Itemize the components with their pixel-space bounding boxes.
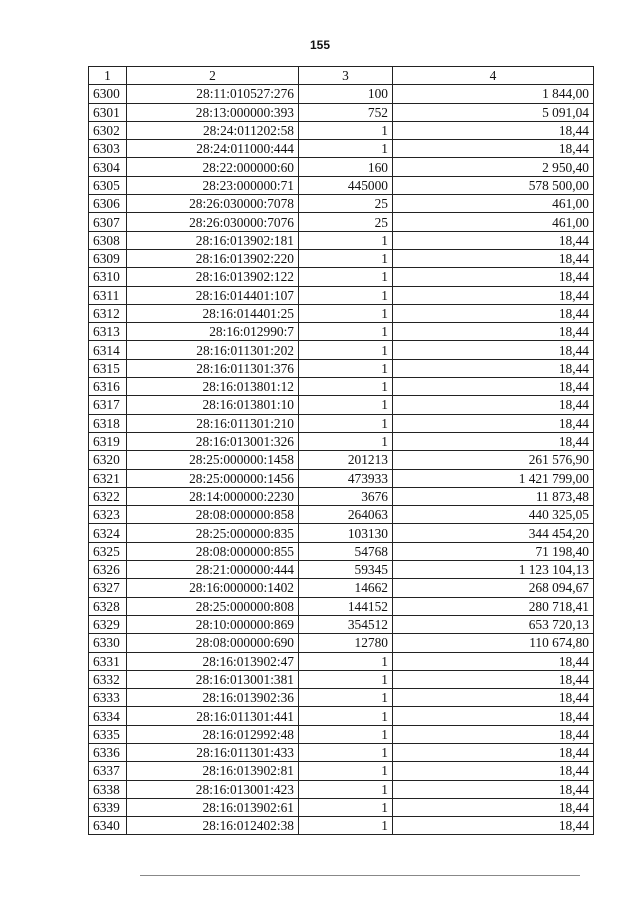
table-row [89, 670, 594, 688]
row-number-cell: 6331 [89, 652, 127, 670]
area-cell: 1 [299, 359, 393, 377]
amount-cell: 18,44 [393, 432, 594, 450]
amount-cell: 18,44 [393, 817, 594, 835]
row-number-cell: 6338 [89, 780, 127, 798]
amount-cell: 18,44 [393, 286, 594, 304]
cadastral-number-cell: 28:08:000000:690 [127, 634, 299, 652]
amount-cell: 110 674,80 [393, 634, 594, 652]
cadastral-number-cell: 28:16:013001:381 [127, 670, 299, 688]
cadastral-number-cell: 28:16:013801:10 [127, 396, 299, 414]
table-row [89, 414, 594, 432]
column-header-1: 1 [89, 67, 127, 85]
row-number-cell: 6337 [89, 762, 127, 780]
amount-cell: 18,44 [393, 323, 594, 341]
row-number-cell: 6323 [89, 506, 127, 524]
amount-cell: 2 950,40 [393, 158, 594, 176]
area-cell: 25 [299, 195, 393, 213]
amount-cell: 18,44 [393, 780, 594, 798]
area-cell: 354512 [299, 615, 393, 633]
table-row [89, 707, 594, 725]
amount-cell: 18,44 [393, 359, 594, 377]
amount-cell: 18,44 [393, 231, 594, 249]
area-cell: 1 [299, 798, 393, 816]
cadastral-number-cell: 28:25:000000:835 [127, 524, 299, 542]
row-number-cell: 6320 [89, 451, 127, 469]
area-cell: 1 [299, 652, 393, 670]
amount-cell: 18,44 [393, 304, 594, 322]
table-row [89, 304, 594, 322]
cadastral-number-cell: 28:16:014401:25 [127, 304, 299, 322]
amount-cell: 18,44 [393, 414, 594, 432]
amount-cell: 18,44 [393, 670, 594, 688]
area-cell: 1 [299, 780, 393, 798]
table-row [89, 231, 594, 249]
row-number-cell: 6322 [89, 487, 127, 505]
row-number-cell: 6314 [89, 341, 127, 359]
table-row [89, 396, 594, 414]
area-cell: 264063 [299, 506, 393, 524]
amount-cell: 461,00 [393, 195, 594, 213]
amount-cell: 268 094,67 [393, 579, 594, 597]
amount-cell: 18,44 [393, 249, 594, 267]
table-row [89, 85, 594, 103]
area-cell: 1 [299, 121, 393, 139]
cadastral-number-cell: 28:16:013001:326 [127, 432, 299, 450]
area-cell: 1 [299, 725, 393, 743]
amount-cell: 18,44 [393, 341, 594, 359]
area-cell: 1 [299, 268, 393, 286]
cadastral-number-cell: 28:11:010527:276 [127, 85, 299, 103]
cadastral-number-cell: 28:16:014401:107 [127, 286, 299, 304]
cadastral-number-cell: 28:16:013902:61 [127, 798, 299, 816]
cadastral-number-cell: 28:16:000000:1402 [127, 579, 299, 597]
table-row [89, 597, 594, 615]
amount-cell: 18,44 [393, 707, 594, 725]
amount-cell: 5 091,04 [393, 103, 594, 121]
area-cell: 752 [299, 103, 393, 121]
table-row [89, 176, 594, 194]
row-number-cell: 6334 [89, 707, 127, 725]
amount-cell: 261 576,90 [393, 451, 594, 469]
table-row [89, 743, 594, 761]
row-number-cell: 6303 [89, 140, 127, 158]
row-number-cell: 6326 [89, 561, 127, 579]
area-cell: 1 [299, 689, 393, 707]
data-table [88, 66, 594, 835]
cadastral-number-cell: 28:24:011202:58 [127, 121, 299, 139]
area-cell: 100 [299, 85, 393, 103]
area-cell: 1 [299, 323, 393, 341]
area-cell: 1 [299, 817, 393, 835]
bottom-rule [140, 875, 580, 876]
table-row [89, 140, 594, 158]
cadastral-number-cell: 28:16:011301:202 [127, 341, 299, 359]
area-cell: 54768 [299, 542, 393, 560]
table-row [89, 780, 594, 798]
table-row [89, 213, 594, 231]
area-cell: 201213 [299, 451, 393, 469]
area-cell: 1 [299, 670, 393, 688]
cadastral-number-cell: 28:25:000000:1458 [127, 451, 299, 469]
cadastral-number-cell: 28:16:013902:220 [127, 249, 299, 267]
row-number-cell: 6305 [89, 176, 127, 194]
table-row [89, 286, 594, 304]
row-number-cell: 6308 [89, 231, 127, 249]
cadastral-number-cell: 28:16:013902:47 [127, 652, 299, 670]
row-number-cell: 6307 [89, 213, 127, 231]
row-number-cell: 6302 [89, 121, 127, 139]
amount-cell: 1 421 799,00 [393, 469, 594, 487]
amount-cell: 653 720,13 [393, 615, 594, 633]
cadastral-number-cell: 28:23:000000:71 [127, 176, 299, 194]
area-cell: 473933 [299, 469, 393, 487]
area-cell: 1 [299, 249, 393, 267]
area-cell: 25 [299, 213, 393, 231]
area-cell: 1 [299, 396, 393, 414]
table-row [89, 487, 594, 505]
table-row [89, 579, 594, 597]
area-cell: 59345 [299, 561, 393, 579]
column-header-3: 3 [299, 67, 393, 85]
cadastral-number-cell: 28:16:013902:36 [127, 689, 299, 707]
row-number-cell: 6304 [89, 158, 127, 176]
cadastral-number-cell: 28:08:000000:858 [127, 506, 299, 524]
amount-cell: 18,44 [393, 268, 594, 286]
area-cell: 1 [299, 286, 393, 304]
area-cell: 14662 [299, 579, 393, 597]
area-cell: 1 [299, 231, 393, 249]
row-number-cell: 6313 [89, 323, 127, 341]
table-row [89, 506, 594, 524]
cadastral-number-cell: 28:16:011301:433 [127, 743, 299, 761]
table-row [89, 195, 594, 213]
table-row [89, 268, 594, 286]
amount-cell: 71 198,40 [393, 542, 594, 560]
row-number-cell: 6327 [89, 579, 127, 597]
amount-cell: 11 873,48 [393, 487, 594, 505]
row-number-cell: 6339 [89, 798, 127, 816]
table-row [89, 121, 594, 139]
amount-cell: 578 500,00 [393, 176, 594, 194]
page-number: 155 [309, 38, 331, 52]
amount-cell: 18,44 [393, 689, 594, 707]
area-cell: 1 [299, 707, 393, 725]
cadastral-number-cell: 28:25:000000:1456 [127, 469, 299, 487]
table-row [89, 249, 594, 267]
row-number-cell: 6329 [89, 615, 127, 633]
amount-cell: 1 844,00 [393, 85, 594, 103]
row-number-cell: 6335 [89, 725, 127, 743]
table-row [89, 524, 594, 542]
column-header-2: 2 [127, 67, 299, 85]
amount-cell: 18,44 [393, 121, 594, 139]
area-cell: 103130 [299, 524, 393, 542]
area-cell: 1 [299, 341, 393, 359]
cadastral-number-cell: 28:10:000000:869 [127, 615, 299, 633]
row-number-cell: 6330 [89, 634, 127, 652]
cadastral-number-cell: 28:16:012992:48 [127, 725, 299, 743]
cadastral-number-cell: 28:16:012402:38 [127, 817, 299, 835]
cadastral-number-cell: 28:16:011301:376 [127, 359, 299, 377]
amount-cell: 18,44 [393, 652, 594, 670]
area-cell: 1 [299, 414, 393, 432]
row-number-cell: 6301 [89, 103, 127, 121]
cadastral-number-cell: 28:25:000000:808 [127, 597, 299, 615]
table-row [89, 762, 594, 780]
cadastral-number-cell: 28:22:000000:60 [127, 158, 299, 176]
table-row [89, 689, 594, 707]
table-row [89, 542, 594, 560]
table-row [89, 359, 594, 377]
area-cell: 160 [299, 158, 393, 176]
row-number-cell: 6310 [89, 268, 127, 286]
amount-cell: 344 454,20 [393, 524, 594, 542]
cadastral-number-cell: 28:16:013001:423 [127, 780, 299, 798]
row-number-cell: 6336 [89, 743, 127, 761]
table-row [89, 341, 594, 359]
area-cell: 1 [299, 140, 393, 158]
area-cell: 1 [299, 762, 393, 780]
area-cell: 1 [299, 304, 393, 322]
area-cell: 1 [299, 378, 393, 396]
cadastral-number-cell: 28:14:000000:2230 [127, 487, 299, 505]
area-cell: 3676 [299, 487, 393, 505]
table-row [89, 798, 594, 816]
cadastral-number-cell: 28:16:013902:181 [127, 231, 299, 249]
row-number-cell: 6324 [89, 524, 127, 542]
table-row [89, 817, 594, 835]
row-number-cell: 6316 [89, 378, 127, 396]
cadastral-number-cell: 28:16:011301:441 [127, 707, 299, 725]
amount-cell: 1 123 104,13 [393, 561, 594, 579]
cadastral-number-cell: 28:21:000000:444 [127, 561, 299, 579]
row-number-cell: 6312 [89, 304, 127, 322]
amount-cell: 18,44 [393, 743, 594, 761]
row-number-cell: 6328 [89, 597, 127, 615]
area-cell: 445000 [299, 176, 393, 194]
cadastral-number-cell: 28:16:011301:210 [127, 414, 299, 432]
amount-cell: 18,44 [393, 140, 594, 158]
table-row [89, 432, 594, 450]
table-row [89, 634, 594, 652]
table-row [89, 652, 594, 670]
area-cell: 1 [299, 743, 393, 761]
amount-cell: 18,44 [393, 798, 594, 816]
row-number-cell: 6315 [89, 359, 127, 377]
row-number-cell: 6325 [89, 542, 127, 560]
table-row [89, 378, 594, 396]
cadastral-number-cell: 28:16:013902:81 [127, 762, 299, 780]
amount-cell: 440 325,05 [393, 506, 594, 524]
cadastral-number-cell: 28:13:000000:393 [127, 103, 299, 121]
cadastral-number-cell: 28:08:000000:855 [127, 542, 299, 560]
row-number-cell: 6321 [89, 469, 127, 487]
table-row [89, 615, 594, 633]
table-row [89, 451, 594, 469]
cadastral-number-cell: 28:24:011000:444 [127, 140, 299, 158]
cadastral-number-cell: 28:16:013902:122 [127, 268, 299, 286]
area-cell: 1 [299, 432, 393, 450]
cadastral-number-cell: 28:16:013801:12 [127, 378, 299, 396]
area-cell: 144152 [299, 597, 393, 615]
table-row [89, 561, 594, 579]
table-row [89, 323, 594, 341]
table-row [89, 103, 594, 121]
amount-cell: 461,00 [393, 213, 594, 231]
amount-cell: 18,44 [393, 378, 594, 396]
cadastral-number-cell: 28:26:030000:7078 [127, 195, 299, 213]
amount-cell: 280 718,41 [393, 597, 594, 615]
row-number-cell: 6318 [89, 414, 127, 432]
table-row [89, 158, 594, 176]
row-number-cell: 6317 [89, 396, 127, 414]
row-number-cell: 6340 [89, 817, 127, 835]
amount-cell: 18,44 [393, 396, 594, 414]
row-number-cell: 6332 [89, 670, 127, 688]
row-number-cell: 6300 [89, 85, 127, 103]
table-row [89, 469, 594, 487]
table-header-row [89, 67, 594, 85]
amount-cell: 18,44 [393, 725, 594, 743]
row-number-cell: 6309 [89, 249, 127, 267]
row-number-cell: 6333 [89, 689, 127, 707]
row-number-cell: 6311 [89, 286, 127, 304]
table-row [89, 725, 594, 743]
row-number-cell: 6319 [89, 432, 127, 450]
cadastral-number-cell: 28:26:030000:7076 [127, 213, 299, 231]
amount-cell: 18,44 [393, 762, 594, 780]
row-number-cell: 6306 [89, 195, 127, 213]
cadastral-number-cell: 28:16:012990:7 [127, 323, 299, 341]
area-cell: 12780 [299, 634, 393, 652]
column-header-4: 4 [393, 67, 594, 85]
